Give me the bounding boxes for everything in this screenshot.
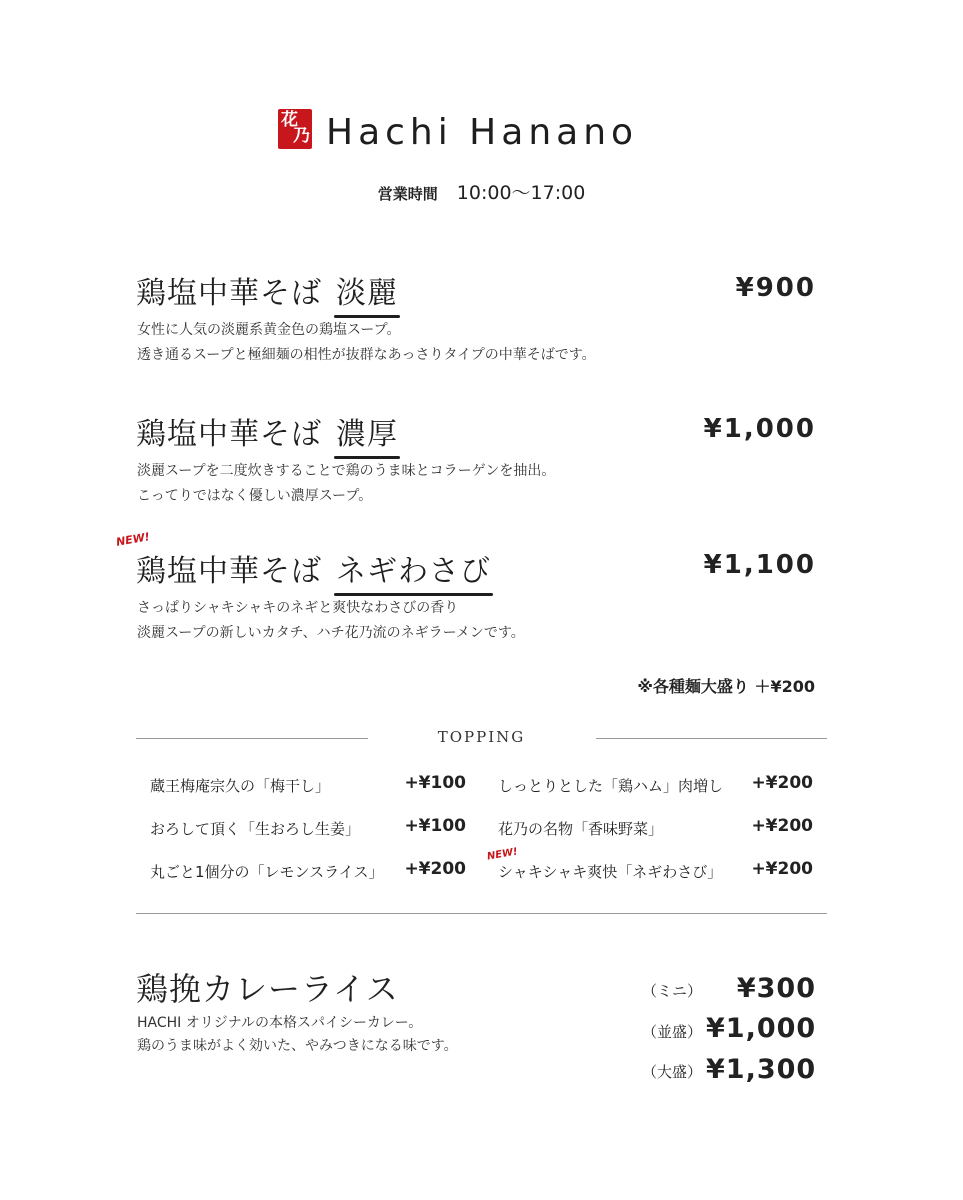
size-price-mini: ¥300 [736, 973, 816, 1004]
menu-item-variant [336, 268, 398, 312]
menu-item-name: 鶏塩中華そば [136, 417, 322, 452]
menu-item-variant [336, 546, 491, 590]
topping-price: +¥100 [404, 816, 466, 836]
business-hours [0, 178, 963, 205]
menu-item-variant [336, 409, 398, 453]
description-line: 透き通るスープと極細麺の相性が抜群なあっさりタイプの中華そばです。 [137, 347, 596, 363]
menu-item-1-title [136, 268, 398, 312]
description-line: 淡麗スープを二度炊きすることで鶏のうま味とコラーゲンを抽出。 [137, 463, 556, 479]
topping-name: しっとりとした「鶏ハム」肉増し [498, 777, 724, 795]
menu-item-2-title [136, 409, 398, 453]
menu-item-3-title [136, 546, 491, 590]
description-line: 女性に人気の淡麗系黄金色の鶏塩スープ。 [137, 322, 401, 338]
topping-name: 蔵王梅庵宗久の「梅干し」 [150, 777, 331, 795]
curry-description [137, 1012, 458, 1058]
topping-price: +¥200 [751, 859, 813, 879]
topping-name: シャキシャキ爽快「ネギわさび」 [498, 863, 723, 881]
hours-label: 営業時間 [377, 185, 438, 203]
menu-item-variant-text: 淡麗 [336, 276, 398, 311]
new-badge: NEW! [486, 846, 519, 863]
topping-price: +¥100 [404, 773, 466, 793]
topping-price: +¥200 [404, 859, 466, 879]
logo-seal-char-2: 乃 [293, 126, 310, 146]
logo-seal [278, 109, 312, 149]
size-label-large: （大盛） [641, 1063, 702, 1081]
topping-rule-right [596, 738, 827, 739]
topping-heading: TOPPING [437, 728, 526, 746]
topping-name: 花乃の名物「香味野菜」 [498, 820, 664, 838]
hours-value: 10:00〜17:00 [456, 182, 586, 204]
size-label-regular: （並盛） [641, 1023, 702, 1041]
description-line: HACHI オリジナルの本格スパイシーカレー。 [137, 1015, 423, 1031]
menu-item-3-price: ¥1,100 [703, 550, 816, 580]
size-label-mini: （ミニ） [641, 982, 702, 1000]
new-badge: NEW! [115, 530, 151, 549]
menu-item-name: 鶏塩中華そば [136, 276, 322, 311]
size-price-large: ¥1,300 [706, 1054, 817, 1085]
menu-item-2-price: ¥1,000 [703, 414, 816, 444]
description-line: さっぱりシャキシャキのネギと爽快なわさびの香り [137, 600, 459, 616]
description-line: 鶏のうま味がよく効いた、やみつきになる味です。 [137, 1038, 458, 1054]
topping-name: おろして頂く「生おろし生姜」 [150, 820, 361, 838]
topping-name: 丸ごと1個分の「レモンスライス」 [150, 863, 384, 881]
topping-bottom-rule [136, 913, 827, 914]
menu-item-3-description [137, 596, 525, 646]
curry-title: 鶏挽カレーライス [136, 970, 399, 1008]
size-price-regular: ¥1,000 [706, 1013, 817, 1044]
topping-price: +¥200 [751, 816, 813, 836]
menu-item-1-description [137, 318, 596, 368]
brand-name: Hachi Hanano [326, 112, 639, 153]
menu-item-variant-text: 濃厚 [336, 417, 398, 452]
description-line: こってりではなく優しい濃厚スープ。 [137, 488, 373, 504]
menu-item-name: 鶏塩中華そば [136, 554, 322, 589]
logo-seal-char-1: 花 [281, 110, 298, 130]
topping-price: +¥200 [751, 773, 813, 793]
large-portion-note: ※各種麺大盛り ＋¥200 [637, 677, 815, 696]
menu-item-1-price: ¥900 [735, 273, 816, 303]
menu-item-2-description [137, 459, 555, 509]
description-line: 淡麗スープの新しいカタチ、ハチ花乃流のネギラーメンです。 [137, 625, 525, 641]
menu-item-variant-text: ネギわさび [336, 554, 491, 589]
